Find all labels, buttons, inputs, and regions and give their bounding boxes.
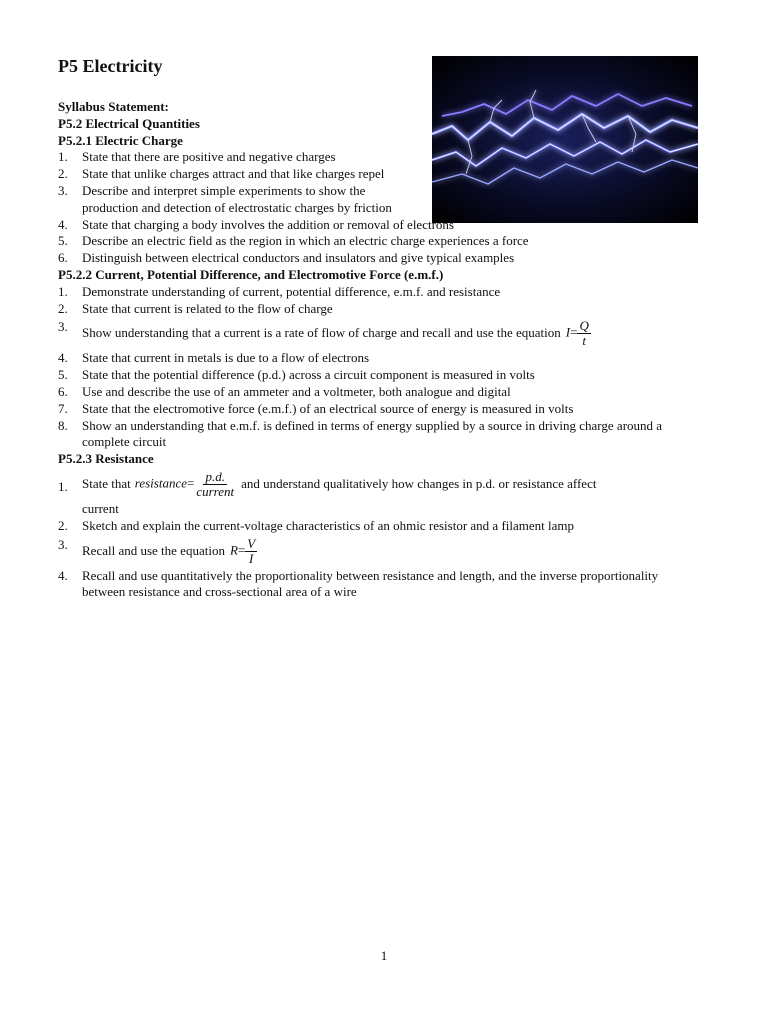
fraction [194,470,236,499]
item-number: 7. [58,400,68,416]
item-number: 3. [58,536,68,552]
page-number: 1 [380,948,388,963]
fraction-denominator: current [196,483,235,499]
item-number: 5. [58,233,68,249]
item-number: 2. [58,517,68,533]
list-item [58,233,708,250]
item-text: Recall and use the equation [82,542,225,558]
item-number: 8. [58,417,68,433]
item-number: 4. [58,350,68,366]
resistance-list [58,470,708,601]
item-number: 6. [58,383,68,399]
item-number: 4. [58,567,68,583]
item-text: Demonstrate understanding of current, potential difference, e.m.f. and resistance [82,283,501,299]
item-number: 3. [58,182,68,198]
item-number: 6. [58,250,68,266]
fraction-numerator: p.d. [205,468,225,484]
fraction-denominator: t [582,333,586,349]
item-number: 1. [58,283,68,299]
list-item [58,568,702,602]
section-heading-resistance: P5.2.3 Resistance [58,451,154,467]
item-text-continued: current [82,500,119,516]
list-item [58,418,702,452]
page-title: P5 Electricity [58,56,163,76]
item-text: Show understanding that a current is a rate of flow of charge and recall and use the equation [82,325,561,341]
list-item [58,350,708,367]
fraction [577,319,590,348]
item-number: 3. [58,319,68,335]
item-text: State that unlike charges attract and that like charges repel [82,166,385,182]
list-item [58,301,708,318]
item-number: 4. [58,216,68,232]
fraction-numerator: V [247,535,256,551]
item-number: 2. [58,300,68,316]
list-item [58,284,708,301]
item-number: 5. [58,367,68,383]
item-number: 1. [58,478,68,494]
equation-lhs: resistance [134,475,187,491]
item-text: State that current in metals is due to a flow of electrons [82,350,369,366]
equation-resistance: resistance= $\frac{p.d.}{\text{current}}$ [134,468,235,499]
item-text: State that [82,476,131,492]
item-text: Sketch and explain the current-voltage characteristics of an ohmic resistor and a filament lamp [82,517,575,533]
electric-charge-list [58,149,708,267]
section-heading-electric-charge: P5.2.1 Electric Charge [58,132,183,148]
list-item [58,518,708,535]
item-text: and understand qualitatively how changes in p.d. or resistance affect [241,476,597,492]
syllabus-content [58,99,708,601]
item-number: 1. [58,149,68,165]
item-text: Use and describe the use of an ammeter and a voltmeter, both analogue and digital [82,383,511,399]
item-text: State that the potential difference (p.d.) across a circuit component is measured in volts [82,367,535,383]
section-heading-current: P5.2.2 Current, Potential Difference, and Electromotive Force (e.m.f.) [58,266,444,282]
list-item [58,217,708,234]
item-number: 2. [58,166,68,182]
list-item [58,367,708,384]
equation-ohm: R= $\frac{V}{I}$ [229,535,256,566]
list-item [58,384,708,401]
syllabus-label: Syllabus Statement: [58,99,169,114]
list-item [58,183,424,217]
item-text: Describe an electric field as the region in which an electric charge experiences a force [82,233,529,249]
equation-current: I= $\frac{Q}{t}$ [565,318,589,349]
equation-lhs: I [565,324,571,340]
list-item [58,149,424,166]
list-item [58,250,708,267]
list-item [58,166,424,183]
list-item [58,470,708,518]
list-item [58,319,708,348]
item-text: Distinguish between electrical conductors and insulators and give typical examples [82,250,515,266]
fraction [245,537,257,566]
fraction-denominator: I [249,550,254,566]
section-heading-main: P5.2 Electrical Quantities [58,115,200,131]
equation-lhs: R [229,542,238,558]
item-text: State that charging a body involves the addition or removal of electrons [82,216,454,232]
item-text: Show an understanding that e.m.f. is defined in terms of energy supplied by a source in driving charge around a complete circuit [82,417,663,450]
fraction-numerator: Q [579,318,589,334]
item-text: Describe and interpret simple experiments to show the production and detection of electrostatic charges by friction [82,182,392,215]
item-text: State that current is related to the flow of charge [82,300,333,316]
item-text: Recall and use quantitatively the proportionality between resistance and length, and the inverse proportionality between resistance and cross-sectional area of a wire [82,567,659,600]
list-item [58,537,708,566]
list-item [58,401,708,418]
item-text: State that the electromotive force (e.m.f.) of an electrical source of energy is measured in volts [82,400,574,416]
current-list [58,284,708,451]
item-text: State that there are positive and negative charges [82,149,336,165]
